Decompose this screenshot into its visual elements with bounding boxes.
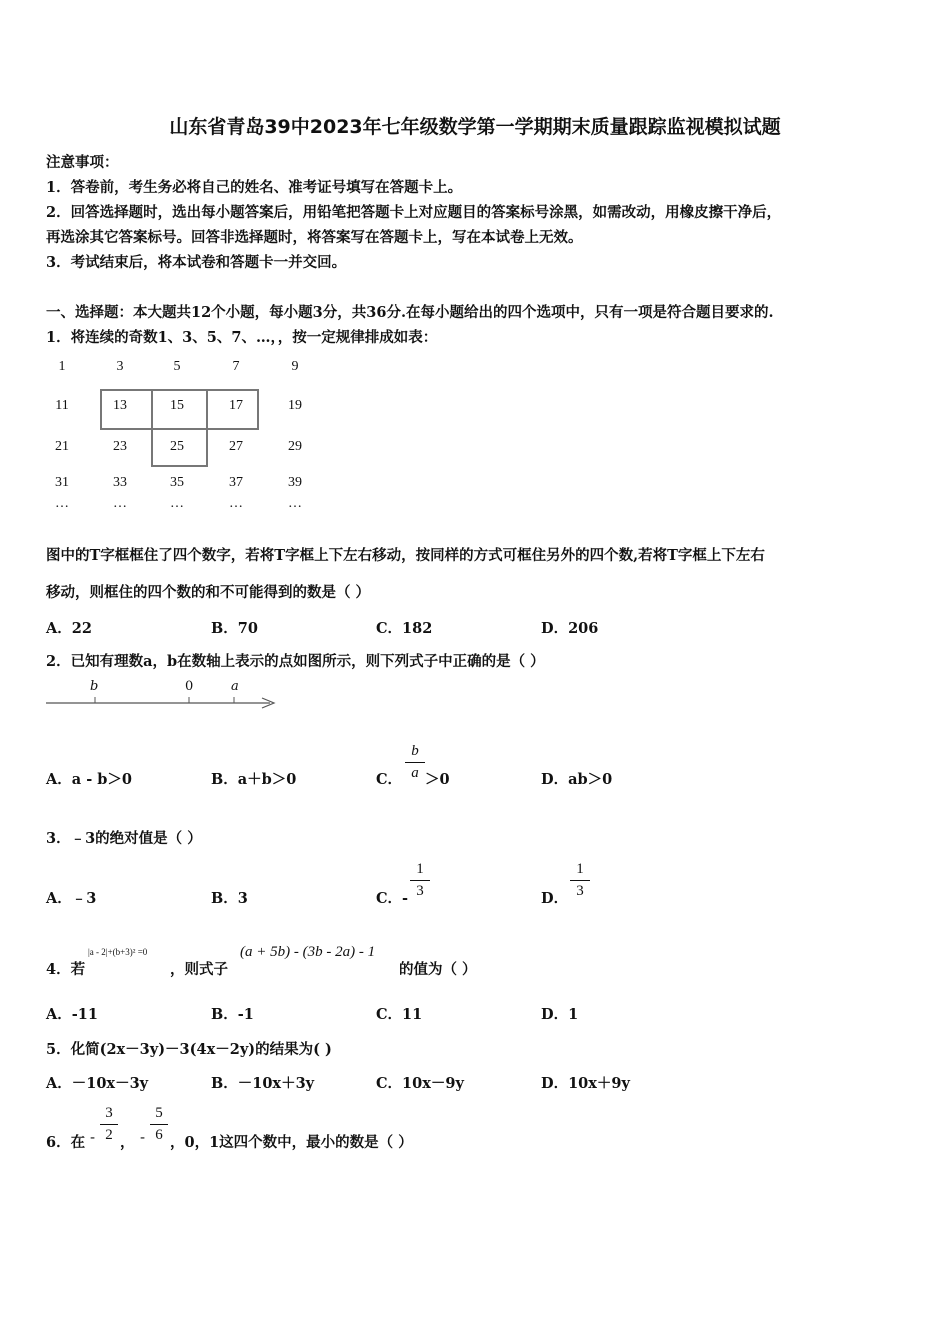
table-cell: … [288, 496, 302, 511]
q1-option-b[interactable]: B．70 [211, 620, 258, 637]
notice-item: 再选涂其它答案标号。回答非选择题时，将答案写在答题卡上，写在本试卷上无效。 [46, 229, 583, 246]
table-cell: 35 [170, 475, 184, 490]
fraction-b-over-a [405, 743, 425, 782]
question-2-stem: 2．已知有理数a，b在数轴上表示的点如图所示，则下列式子中正确的是（ ） [46, 653, 545, 670]
notice-item: 2．回答选择题时，选出每小题答案后，用铅笔把答题卡上对应题目的答案标号涂黑，如需改动，用橡皮擦干净后， [46, 204, 782, 221]
minus-sign: - [90, 1128, 96, 1146]
table-cell: 17 [229, 398, 243, 413]
table-cell: 31 [55, 475, 69, 490]
q4-option-d[interactable]: D．1 [541, 1006, 579, 1023]
q3-option-c[interactable]: C．- [376, 890, 409, 907]
q4-option-c[interactable]: C．11 [376, 1006, 423, 1023]
numerator: 5 [155, 1105, 163, 1121]
table-cell: 13 [113, 398, 127, 413]
numerator: 3 [105, 1105, 113, 1121]
table-cell: … [170, 496, 184, 511]
q5-option-b[interactable]: B．－10x＋3y [211, 1075, 315, 1092]
table-cell: … [55, 496, 69, 511]
minus-sign: - [140, 1128, 146, 1146]
section-heading: 一、选择题：本大题共12个小题，每小题3分，共36分.在每小题给出的四个选项中，只有一项是符合题目要求的. [46, 304, 774, 321]
q5-option-d[interactable]: D．10x＋9y [541, 1075, 630, 1092]
denominator: 3 [416, 883, 424, 899]
q3-option-d[interactable]: D． [541, 890, 569, 907]
q1-option-c[interactable]: C．182 [376, 620, 433, 637]
numerator: 1 [576, 861, 584, 877]
axis-label-zero: 0 [185, 679, 194, 694]
notice-heading: 注意事项： [46, 154, 119, 171]
table-cell: 33 [113, 475, 127, 490]
q2-option-c[interactable]: C． [376, 771, 403, 788]
table-cell: 11 [55, 398, 69, 413]
question-1-stem: 1．将连续的奇数1、3、5、7、…，，按一定规律排成如表： [46, 329, 438, 346]
q3-option-a[interactable]: A．﹣3 [46, 890, 97, 907]
question-4-suffix: 的值为（ ） [399, 961, 477, 978]
question-5-stem: 5．化简(2x－3y)－3(4x－2y)的结果为( ) [46, 1041, 332, 1058]
q2-option-b[interactable]: B．a＋b＞0 [211, 771, 297, 788]
page-title: 山东省青岛39中2023年七年级数学第一学期期末质量跟踪监视模拟试题 [169, 116, 781, 138]
q1-option-d[interactable]: D．206 [541, 620, 599, 637]
notice-item: 1．答卷前，考生务必将自己的姓名、准考证号填写在答题卡上。 [46, 179, 463, 196]
table-cell: 3 [116, 359, 124, 374]
q2-option-a[interactable]: A．a - b＞0 [46, 771, 132, 788]
q5-option-c[interactable]: C．10x－9y [376, 1075, 464, 1092]
fraction-five-sixths [150, 1105, 168, 1144]
notice-item: 3．考试结束后，将本试卷和答题卡一并交回。 [46, 254, 347, 271]
axis-label-a: a [231, 679, 239, 694]
numerator: b [411, 743, 419, 759]
table-cell: … [113, 496, 127, 511]
question-4-middle: ，则式子 [170, 961, 228, 978]
separator: ， [120, 1134, 135, 1151]
number-line [44, 676, 280, 712]
axis-label-b: b [90, 679, 99, 694]
q2-option-d[interactable]: D．ab＞0 [541, 771, 613, 788]
denominator: 2 [105, 1127, 113, 1143]
table-cell: 5 [173, 359, 181, 374]
table-cell: 7 [232, 359, 240, 374]
denominator: 3 [576, 883, 584, 899]
q4-expression: (a + 5b) - (3b - 2a) - 1 [240, 944, 376, 960]
numerator: 1 [416, 861, 424, 877]
t-frame-divider [151, 389, 208, 430]
table-cell: 29 [288, 439, 302, 454]
fraction-one-third [570, 861, 590, 900]
question-6-suffix: ，0，1这四个数中，最小的数是（ ） [170, 1134, 413, 1151]
fraction-three-halves [100, 1105, 118, 1144]
question-1-text: 图中的T字框框住了四个数字，若将T字框上下左右移动，按同样的方式可框住另外的四个数,若将T字框上下左右 [46, 547, 765, 564]
question-3-stem: 3．﹣3的绝对值是（ ） [46, 830, 202, 847]
question-1-text: 移动，则框住的四个数的和不可能得到的数是（ ） [46, 584, 371, 601]
question-6-prefix: 6．在 [46, 1134, 86, 1151]
fraction-one-third [410, 861, 430, 900]
t-frame-stem [151, 428, 208, 467]
q4-option-a[interactable]: A．-11 [46, 1006, 98, 1023]
table-cell: 21 [55, 439, 69, 454]
table-cell: … [229, 496, 243, 511]
q5-option-a[interactable]: A．－10x－3y [46, 1075, 149, 1092]
denominator: a [411, 765, 419, 781]
table-cell: 37 [229, 475, 243, 490]
table-cell: 25 [170, 439, 184, 454]
q2-option-c-tail: ＞0 [425, 771, 450, 788]
table-cell: 27 [229, 439, 243, 454]
table-cell: 15 [170, 398, 184, 413]
question-4-prefix: 4．若 [46, 961, 86, 978]
q3-option-b[interactable]: B．3 [211, 890, 248, 907]
q4-condition: |a - 2|+(b+3)² =0 [88, 947, 148, 957]
q4-option-b[interactable]: B．-1 [211, 1006, 254, 1023]
table-cell: 19 [288, 398, 302, 413]
table-cell: 23 [113, 439, 127, 454]
table-cell: 9 [291, 359, 299, 374]
denominator: 6 [155, 1127, 163, 1143]
table-cell: 39 [288, 475, 302, 490]
table-cell: 1 [58, 359, 66, 374]
q1-option-a[interactable]: A．22 [46, 620, 92, 637]
